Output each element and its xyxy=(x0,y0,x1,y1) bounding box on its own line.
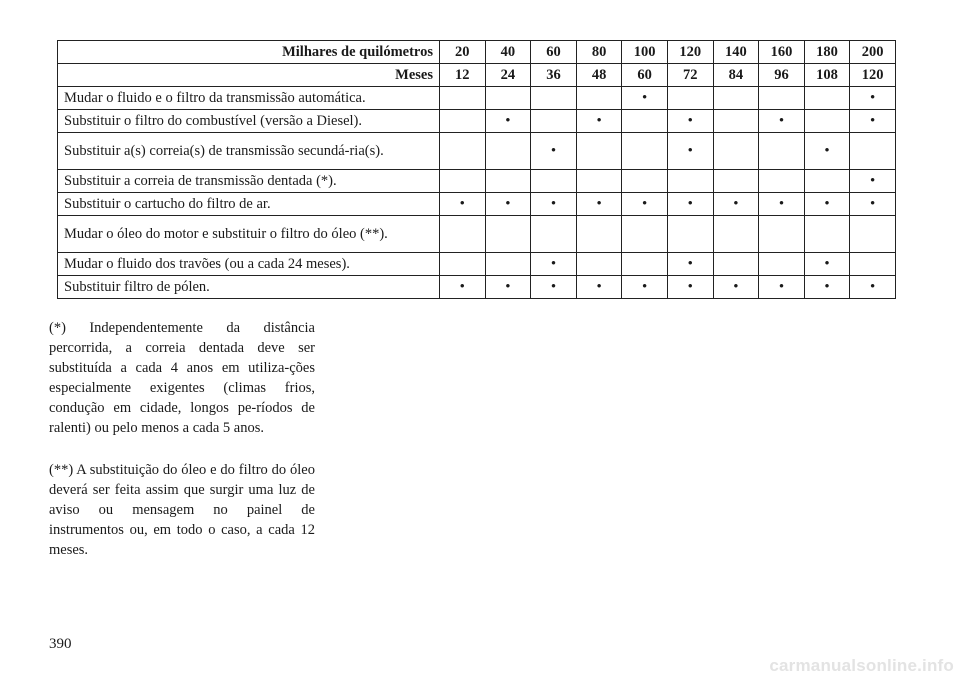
empty-cell xyxy=(622,253,668,276)
empty-cell xyxy=(576,253,622,276)
service-mark: • xyxy=(667,110,713,133)
page-number: 390 xyxy=(49,636,72,652)
km-header-cell: 200 xyxy=(850,41,896,64)
months-header-cell: 12 xyxy=(440,64,486,87)
empty-cell xyxy=(440,133,486,170)
maintenance-task: Substituir a(s) correia(s) de transmissão secundá-ria(s). xyxy=(58,133,440,170)
maintenance-row xyxy=(58,110,896,133)
empty-cell xyxy=(667,170,713,193)
km-header-cell: 100 xyxy=(622,41,668,64)
empty-cell xyxy=(804,170,850,193)
service-mark: • xyxy=(531,276,577,299)
empty-cell xyxy=(576,170,622,193)
service-mark: • xyxy=(531,193,577,216)
service-mark: • xyxy=(667,133,713,170)
service-mark: • xyxy=(850,87,896,110)
maintenance-row xyxy=(58,87,896,110)
empty-cell xyxy=(759,133,805,170)
empty-cell xyxy=(713,216,759,253)
service-mark: • xyxy=(667,253,713,276)
months-header-cell: 24 xyxy=(485,64,531,87)
maintenance-task: Substituir filtro de pólen. xyxy=(58,276,440,299)
km-header-cell: 160 xyxy=(759,41,805,64)
service-mark: • xyxy=(440,276,486,299)
km-header-cell: 40 xyxy=(485,41,531,64)
empty-cell xyxy=(622,216,668,253)
months-header-cell: 72 xyxy=(667,64,713,87)
empty-cell xyxy=(440,170,486,193)
km-header-label: Milhares de quilómetros xyxy=(58,41,440,64)
service-mark: • xyxy=(485,193,531,216)
service-mark: • xyxy=(850,170,896,193)
empty-cell xyxy=(850,133,896,170)
maintenance-task: Mudar o óleo do motor e substituir o filtro do óleo (**). xyxy=(58,216,440,253)
months-header-cell: 36 xyxy=(531,64,577,87)
empty-cell xyxy=(759,170,805,193)
service-mark: • xyxy=(576,193,622,216)
empty-cell xyxy=(440,87,486,110)
empty-cell xyxy=(531,87,577,110)
empty-cell xyxy=(485,253,531,276)
service-mark: • xyxy=(804,193,850,216)
empty-cell xyxy=(531,216,577,253)
empty-cell xyxy=(485,170,531,193)
months-header-row xyxy=(58,64,896,87)
km-header-cell: 80 xyxy=(576,41,622,64)
empty-cell xyxy=(667,216,713,253)
empty-cell xyxy=(622,133,668,170)
service-mark: • xyxy=(850,276,896,299)
service-mark: • xyxy=(485,110,531,133)
service-mark: • xyxy=(713,193,759,216)
months-header-label: Meses xyxy=(58,64,440,87)
km-header-cell: 140 xyxy=(713,41,759,64)
watermark: carmanualsonline.info xyxy=(769,656,954,675)
service-mark: • xyxy=(531,133,577,170)
service-mark: • xyxy=(850,110,896,133)
empty-cell xyxy=(804,216,850,253)
maintenance-task: Mudar o fluido dos travões (ou a cada 24 meses). xyxy=(58,253,440,276)
empty-cell xyxy=(759,87,805,110)
maintenance-row xyxy=(58,170,896,193)
km-header-cell: 180 xyxy=(804,41,850,64)
months-header-cell: 96 xyxy=(759,64,805,87)
service-mark: • xyxy=(667,193,713,216)
service-mark: • xyxy=(622,193,668,216)
service-mark: • xyxy=(485,276,531,299)
months-header-cell: 84 xyxy=(713,64,759,87)
empty-cell xyxy=(440,110,486,133)
km-header-cell: 60 xyxy=(531,41,577,64)
empty-cell xyxy=(667,87,713,110)
footnote-timing-belt: (*) Independentemente da distância percorrida, a correia dentada deve ser substituída a cada 4 anos em utiliza-ções especialmente exigentes (climas frios, condução em cidade, longos pe-ríodos de ralenti) ou pelo menos a cada 5 anos. xyxy=(49,320,315,436)
maintenance-row xyxy=(58,133,896,170)
empty-cell xyxy=(804,110,850,133)
empty-cell xyxy=(804,87,850,110)
service-mark: • xyxy=(440,193,486,216)
empty-cell xyxy=(440,253,486,276)
empty-cell xyxy=(576,216,622,253)
empty-cell xyxy=(713,87,759,110)
service-mark: • xyxy=(759,276,805,299)
maintenance-task: Substituir o cartucho do filtro de ar. xyxy=(58,193,440,216)
maintenance-task: Substituir a correia de transmissão dentada (*). xyxy=(58,170,440,193)
service-mark: • xyxy=(804,253,850,276)
maintenance-task: Mudar o fluido e o filtro da transmissão automática. xyxy=(58,87,440,110)
months-header-cell: 48 xyxy=(576,64,622,87)
service-mark: • xyxy=(759,110,805,133)
schedule-table-body xyxy=(58,41,896,299)
service-mark: • xyxy=(622,87,668,110)
maintenance-schedule-table xyxy=(57,40,896,299)
empty-cell xyxy=(440,216,486,253)
empty-cell xyxy=(713,253,759,276)
empty-cell xyxy=(759,253,805,276)
km-header-cell: 120 xyxy=(667,41,713,64)
service-mark: • xyxy=(850,193,896,216)
km-header-row xyxy=(58,41,896,64)
maintenance-row xyxy=(58,253,896,276)
empty-cell xyxy=(622,170,668,193)
empty-cell xyxy=(713,170,759,193)
empty-cell xyxy=(759,216,805,253)
empty-cell xyxy=(485,216,531,253)
months-header-cell: 120 xyxy=(850,64,896,87)
empty-cell xyxy=(531,110,577,133)
service-mark: • xyxy=(622,276,668,299)
service-mark: • xyxy=(713,276,759,299)
months-header-cell: 108 xyxy=(804,64,850,87)
km-header-cell: 20 xyxy=(440,41,486,64)
empty-cell xyxy=(485,87,531,110)
service-mark: • xyxy=(576,110,622,133)
empty-cell xyxy=(850,216,896,253)
service-mark: • xyxy=(759,193,805,216)
empty-cell xyxy=(713,110,759,133)
empty-cell xyxy=(576,87,622,110)
empty-cell xyxy=(576,133,622,170)
service-mark: • xyxy=(576,276,622,299)
empty-cell xyxy=(850,253,896,276)
maintenance-task: Substituir o filtro do combustível (versão a Diesel). xyxy=(58,110,440,133)
months-header-cell: 60 xyxy=(622,64,668,87)
maintenance-row xyxy=(58,276,896,299)
empty-cell xyxy=(713,133,759,170)
empty-cell xyxy=(622,110,668,133)
footnote-oil-change: (**) A substituição do óleo e do filtro do óleo deverá ser feita assim que surgir uma luz de aviso ou mensagem no painel de instrumentos ou, em todo o caso, a cada 12 meses. xyxy=(49,462,315,558)
service-mark: • xyxy=(804,133,850,170)
maintenance-row xyxy=(58,193,896,216)
empty-cell xyxy=(531,170,577,193)
service-mark: • xyxy=(804,276,850,299)
empty-cell xyxy=(485,133,531,170)
maintenance-row xyxy=(58,216,896,253)
service-mark: • xyxy=(667,276,713,299)
service-mark: • xyxy=(531,253,577,276)
